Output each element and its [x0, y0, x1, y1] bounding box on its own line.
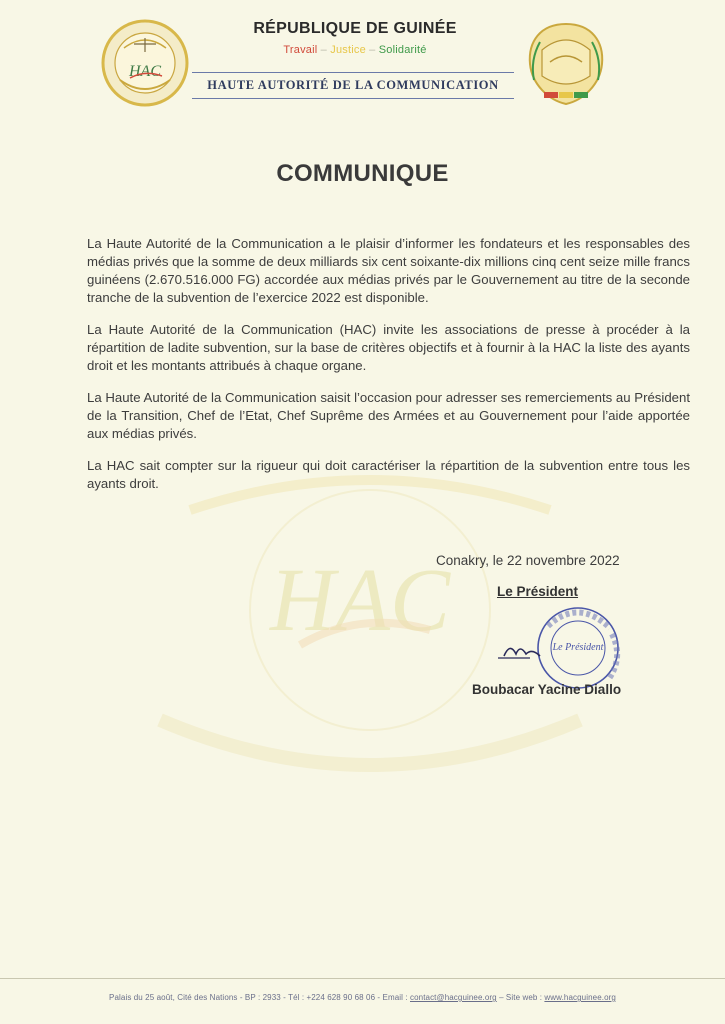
paragraph-3: La Haute Autorité de la Communication saisit l’occasion pour adresser ses remerciements au Président de la Transition, Chef de l’Etat, Chef Suprême des Armées et au Gouvernement pour l’aide apportée aux médias privés. [87, 390, 690, 441]
paragraph-1: La Haute Autorité de la Communication a le plaisir d’informer les fondateurs et les responsables des médias privés que la somme de deux milliards six cent soixante-dix millions cinq cent seize mille francs guinéens (2.670.516.000 FG) accordée aux médias privés par le Gouvernement au titre de la seconde tranche de la subvention de l’exercice 2022 est disponible. [87, 236, 690, 305]
footer-email-link[interactable]: contact@hacguinee.org [410, 993, 497, 1002]
document-body [87, 235, 690, 507]
document-title: COMMUNIQUE [276, 160, 449, 187]
header-divider-top [192, 72, 514, 73]
coat-of-arms-icon [520, 20, 612, 108]
footer-address: Palais du 25 août, Cité des Nations - BP : 2933 - Tél : +224 628 90 68 06 - Email : [109, 993, 408, 1002]
emblem-text: HAC [129, 63, 161, 80]
signer-name: Boubacar Yacine Diallo [472, 682, 622, 697]
motto-word-solidarite: Solidarité [378, 44, 427, 56]
authority-heading: HAUTE AUTORITÉ DE LA COMMUNICATION [207, 78, 499, 92]
footer-divider [0, 978, 725, 979]
watermark-text: HAC [270, 551, 450, 650]
official-seal-icon [490, 598, 640, 718]
seal-text: Le Président [552, 642, 604, 653]
footer-site-label: – Site web : [499, 993, 543, 1002]
paragraph-2: La Haute Autorité de la Communication (HAC) invite les associations de presse à procéder à la répartition de ladite subvention, sur la base de critères objectifs et à fournir à la HAC la liste des ayants droit et les montants attribués à chaque organe. [87, 322, 690, 373]
motto-separator: – [369, 44, 376, 56]
motto-separator: – [320, 44, 327, 56]
republic-heading: RÉPUBLIQUE DE GUINÉE [253, 20, 457, 37]
paragraph-4: La HAC sait compter sur la rigueur qui doit caractériser la répartition de la subvention entre tous les ayants droit. [87, 458, 690, 491]
motto-word-justice: Justice [330, 44, 366, 56]
motto-word-travail: Travail [283, 44, 318, 56]
signer-title: Le Président [497, 584, 579, 599]
hac-emblem-icon [100, 18, 190, 108]
footer [0, 993, 725, 1002]
footer-website-link[interactable]: www.hacguinee.org [544, 993, 616, 1002]
place-and-date: Conakry, le 22 novembre 2022 [436, 553, 620, 568]
header-divider-bottom [192, 98, 514, 99]
national-motto [240, 44, 470, 56]
